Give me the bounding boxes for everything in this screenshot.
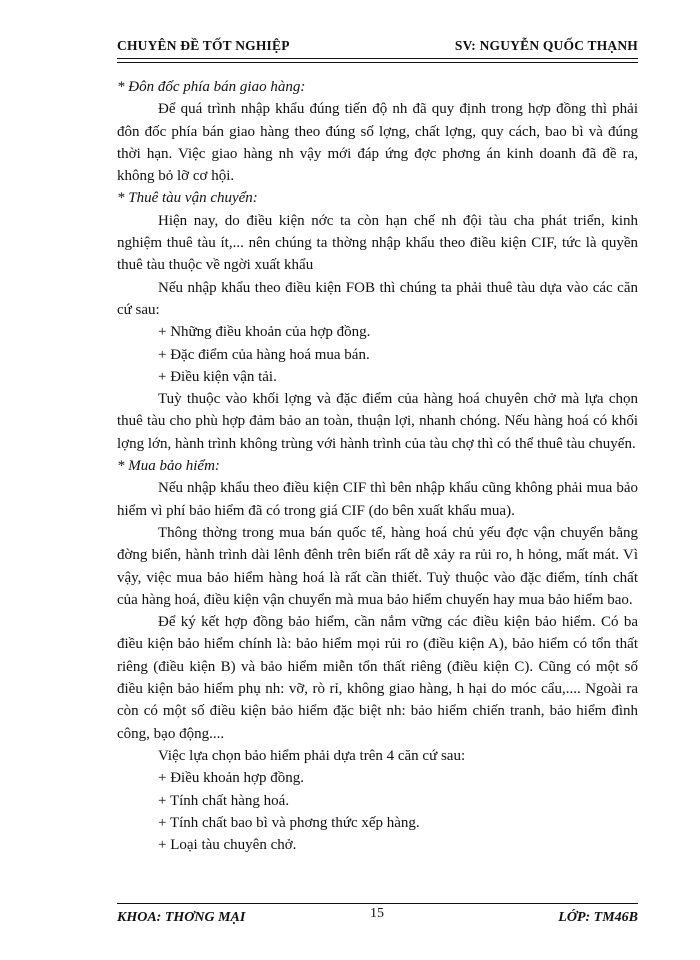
header-author: SV: NGUYỄN QUỐC THẠNH [454, 38, 638, 53]
list-item: + Những điều khoản của hợp đồng. [158, 324, 371, 341]
list-item: + Tính chất bao bì và phơng thức xếp hàng. [158, 814, 420, 831]
section-heading: * Đôn đốc phía bán giao hàng: [117, 79, 306, 95]
paragraph: Để ký kết hợp đồng bảo hiểm, cần nắm vững các điều kiện bảo hiểm. Có ba điều kiện bảo hiểm chính là: bảo hiểm mọi rủi ro (điều kiện A), bảo hiểm có tổn thất riêng (điều kiện B) và bảo hiểm miễn tổn thất riêng (điều kiện C). Cũng có một số điều kiện bảo hiểm phụ nh: vỡ, rò rỉ, không giao hàng, h hại do móc cẩu,.... Ngoài ra còn có một số điều kiện bảo hiểm đặc biệt nh: bảo hiểm chiến tranh, bảo hiểm đình công, bạo động.... [117, 614, 638, 742]
header-title: CHUYÊN ĐỀ TỐT NGHIỆP [117, 38, 290, 53]
page-header [117, 36, 638, 58]
list-item: + Điều khoản hợp đồng. [158, 770, 304, 787]
footer-rule [117, 903, 638, 904]
list-item: + Điều kiện vận tải. [158, 368, 277, 385]
page-number: 15 [370, 906, 384, 921]
header-rule-thin [117, 62, 638, 63]
list-item: + Đặc điểm của hàng hoá mua bán. [158, 346, 370, 363]
paragraph: Việc lựa chọn bảo hiểm phải dựa trên 4 căn cứ sau: [158, 747, 466, 764]
paragraph: Để quá trình nhập khẩu đúng tiến độ nh đã quy định trong hợp đồng thì phải đôn đốc phía bán giao hàng theo đúng số lợng, chất lợng, quy cách, bao bì và đúng thời hạn. Việc giao hàng nh vậy mới đáp ứng đợc phơng án kinh doanh đã đề ra, không bỏ lỡ cơ hội. [117, 101, 638, 185]
page-footer [117, 906, 638, 930]
footer-class: LỚP: TM46B [558, 910, 638, 925]
header-rule [117, 58, 638, 59]
section-heading: * Thuê tàu vận chuyển: [117, 190, 258, 207]
footer-faculty: KHOA: THƠNG MẠI [117, 910, 246, 925]
paragraph: Thông thờng trong mua bán quốc tế, hàng hoá chủ yếu đợc vận chuyển bằng đờng biển, hành trình dài lênh đênh trên biển rất dễ xảy ra rủi ro, h hỏng, mất mát. Vì vậy, việc mua bảo hiểm hàng hoá là rất cần thiết. Tuỳ thuộc vào đặc điểm, tính chất của hàng hoá, điều kiện vận chuyển mà mua bảo hiểm chuyến hay mua bảo hiểm bao. [117, 524, 638, 608]
paragraph: Hiện nay, do điều kiện nớc ta còn hạn chế nh đội tàu cha phát triển, kinh nghiệm thuê tàu ít,... nên chúng ta thờng nhập khẩu theo điều kiện CIF, tức là quyền thuê tàu thuộc về ngời xuất khẩu [117, 212, 638, 274]
paragraph: Nếu nhập khẩu theo điều kiện FOB thì chúng ta phải thuê tàu dựa vào các căn cứ sau: [117, 279, 638, 318]
document-body [117, 76, 638, 856]
list-item: + Loại tàu chuyên chở. [158, 837, 297, 854]
list-item: + Tính chất hàng hoá. [158, 792, 290, 809]
paragraph: Tuỳ thuộc vào khối lợng và đặc điểm của hàng hoá chuyên chở mà lựa chọn thuê tàu cho phù hợp đảm bảo an toàn, thuận lợi, nhanh chóng. Nếu hàng hoá có khối lợng lớn, hành trình không trùng với hành trình của tàu chợ thì có thể thuê tàu chuyến. [117, 391, 638, 452]
paragraph: Nếu nhập khẩu theo điều kiện CIF thì bên nhập khẩu cũng không phải mua bảo hiểm vì phí bảo hiểm đã có trong giá CIF (do bên xuất khẩu mua). [117, 480, 638, 519]
section-heading: * Mua bảo hiểm: [117, 458, 220, 475]
